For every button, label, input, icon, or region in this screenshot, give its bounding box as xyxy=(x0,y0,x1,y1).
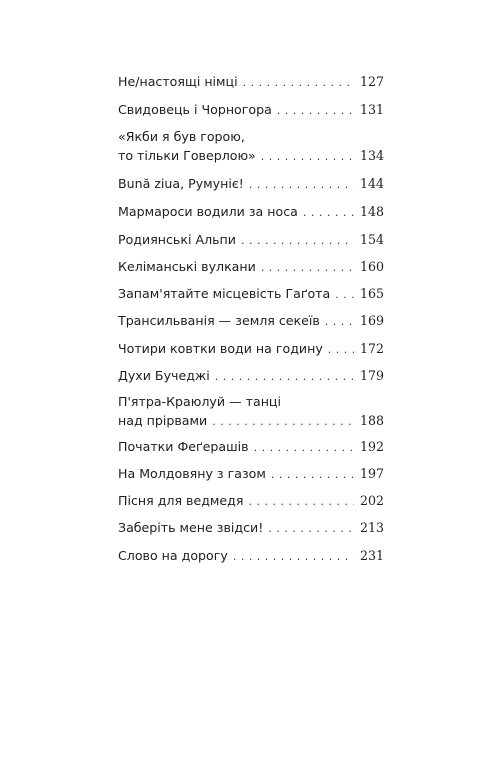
dot-leader xyxy=(328,340,354,359)
dot-leader xyxy=(303,203,354,222)
dot-leader xyxy=(241,231,354,250)
dot-leader xyxy=(215,367,354,386)
dot-leader xyxy=(243,73,354,92)
toc-entry-title: Початки Феґерашів xyxy=(118,439,249,454)
toc-entry-title-line1: «Якби я був горою, xyxy=(118,129,245,144)
toc-entry-title: Пісня для ведмедя xyxy=(118,493,244,508)
toc-entry xyxy=(118,311,384,331)
toc-entry-page: 169 xyxy=(359,313,384,328)
toc-entry-page: 188 xyxy=(359,413,384,428)
toc-entry-title: Родиянські Альпи xyxy=(118,232,236,247)
dot-leader xyxy=(261,147,354,166)
toc-entry-page: 165 xyxy=(359,286,384,301)
toc-entry-title: Мармароси водили за носа xyxy=(118,204,298,219)
toc-entry xyxy=(118,546,384,566)
dot-leader xyxy=(249,175,354,194)
toc-entry-title: Свидовець і Чорногора xyxy=(118,102,272,117)
dot-leader xyxy=(271,465,354,484)
toc-entry-page: 148 xyxy=(359,204,384,219)
toc-entry-title: На Молдовяну з газом xyxy=(118,466,266,481)
dot-leader xyxy=(268,519,354,538)
toc-entry-title: Чотири ковтки води на годину xyxy=(118,341,323,356)
dot-leader xyxy=(233,547,354,566)
toc-entry-page: 144 xyxy=(359,176,384,191)
toc-entry-title: над прірвами xyxy=(118,413,208,428)
toc-entry xyxy=(118,127,384,166)
toc-entry-title: Слово на дорогу xyxy=(118,548,228,563)
toc-entry-title: Bună ziua, Румуніє! xyxy=(118,176,244,191)
toc-entry xyxy=(118,518,384,538)
toc-entry xyxy=(118,366,384,386)
toc-entry-title-line1: П'ятра-Краюлуй — танці xyxy=(118,394,281,409)
toc-entry-title: Духи Бучеджі xyxy=(118,368,210,383)
toc-entry-page: 131 xyxy=(359,102,384,117)
toc-entry-title: Не/настоящі німці xyxy=(118,74,238,89)
dot-leader xyxy=(254,438,354,457)
toc-entry-page: 172 xyxy=(359,341,384,356)
dot-leader xyxy=(212,412,354,431)
dot-leader xyxy=(248,492,354,511)
toc-entry-page: 231 xyxy=(359,548,384,563)
toc-entry xyxy=(118,72,384,92)
toc-entry xyxy=(118,230,384,250)
toc-entry-page: 197 xyxy=(359,466,384,481)
toc-entry xyxy=(118,392,384,431)
toc-entry xyxy=(118,257,384,277)
dot-leader xyxy=(277,101,354,120)
toc-entry-page: 134 xyxy=(359,148,384,163)
dot-leader xyxy=(335,285,354,304)
toc-entry xyxy=(118,100,384,120)
toc-entry xyxy=(118,202,384,222)
toc-entry-title: Заберіть мене звідси! xyxy=(118,520,264,535)
toc-entry xyxy=(118,491,384,511)
toc-entry-page: 160 xyxy=(359,259,384,274)
dot-leader xyxy=(261,258,354,277)
toc-entry xyxy=(118,464,384,484)
toc-entry-page: 127 xyxy=(359,74,384,89)
toc-entry-page: 213 xyxy=(359,520,384,535)
toc-entry xyxy=(118,437,384,457)
toc-entry-title: то тільки Говерлою» xyxy=(118,148,256,163)
dot-leader xyxy=(325,312,354,331)
toc-entry xyxy=(118,284,384,304)
toc-entry-title: Запам'ятайте місцевість Гаґота xyxy=(118,286,331,301)
toc-entry xyxy=(118,339,384,359)
toc-entry-title: Трансильванія — земля секеїв xyxy=(118,313,320,328)
table-of-contents xyxy=(118,0,384,769)
toc-entry-page: 202 xyxy=(359,493,384,508)
toc-entry-page: 192 xyxy=(359,439,384,454)
toc-entry-page: 179 xyxy=(359,368,384,383)
toc-entry xyxy=(118,174,384,194)
toc-entry-page: 154 xyxy=(359,232,384,247)
toc-entry-title: Келіманські вулкани xyxy=(118,259,256,274)
